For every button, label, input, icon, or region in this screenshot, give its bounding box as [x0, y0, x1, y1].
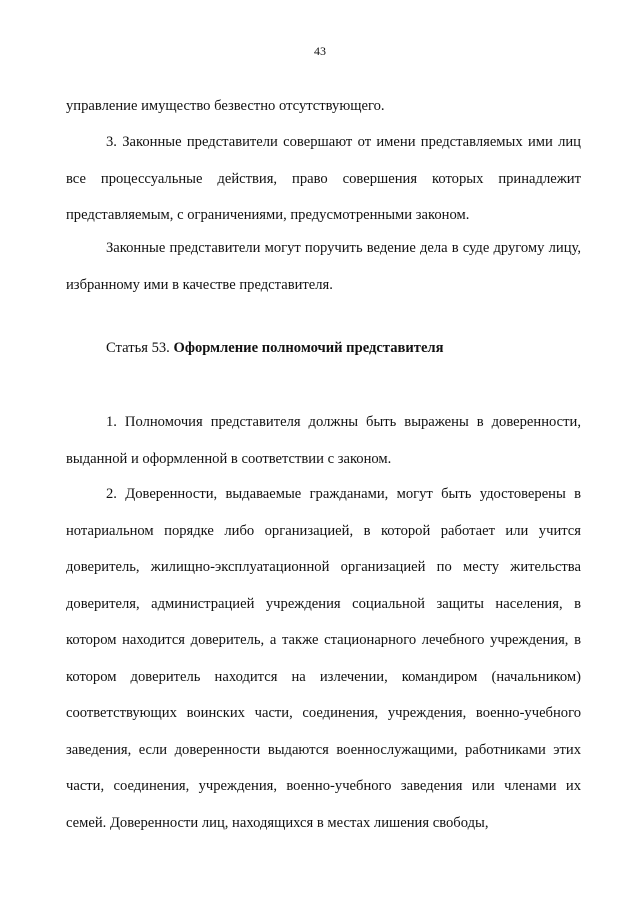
paragraph-item-2: 2. Доверенности, выдаваемые гражданами, могут быть удостоверены в нотариальном порядке либо организацией, в которой работает или учится доверитель, жилищно-эксплуатационной организацией по месту жительства доверителя, администрацией учреждения социальной защиты населения, в котором находится доверитель, а также стационарного лечебного учреждения, в котором доверитель находится на излечении, командиром (начальником) соответствующих воинских части, соединения, учреждения, военно-учебного заведения, если доверенности выдаются военнослужащими, работниками этих части, соединения, учреждения, военно-учебного заведения или членами их семей. Доверенности лиц, находящихся в местах лишения свободы,: [66, 486, 581, 831]
paragraph-item-3: 3. Законные представители совершают от имени представляемых ими лиц все процессуальные действия, право совершения которых принадлежит представляемым, с ограничениями, предусмотренными законом.: [66, 134, 581, 223]
paragraph-legal-representatives: Законные представители могут поручить ведение дела в суде другому лицу, избранному ими в качестве представителя.: [66, 240, 581, 293]
paragraph-item-1: 1. Полномочия представителя должны быть выражены в доверенности, выданной и оформленной в соответствии с законом.: [66, 414, 581, 467]
article-number: Статья 53.: [106, 340, 170, 356]
page-number: 43: [314, 44, 326, 58]
article-heading: [106, 338, 586, 358]
article-title: Оформление полномочий представителя: [173, 340, 444, 356]
paragraph-continuation: управление имущество безвестно отсутствующего.: [66, 98, 385, 114]
